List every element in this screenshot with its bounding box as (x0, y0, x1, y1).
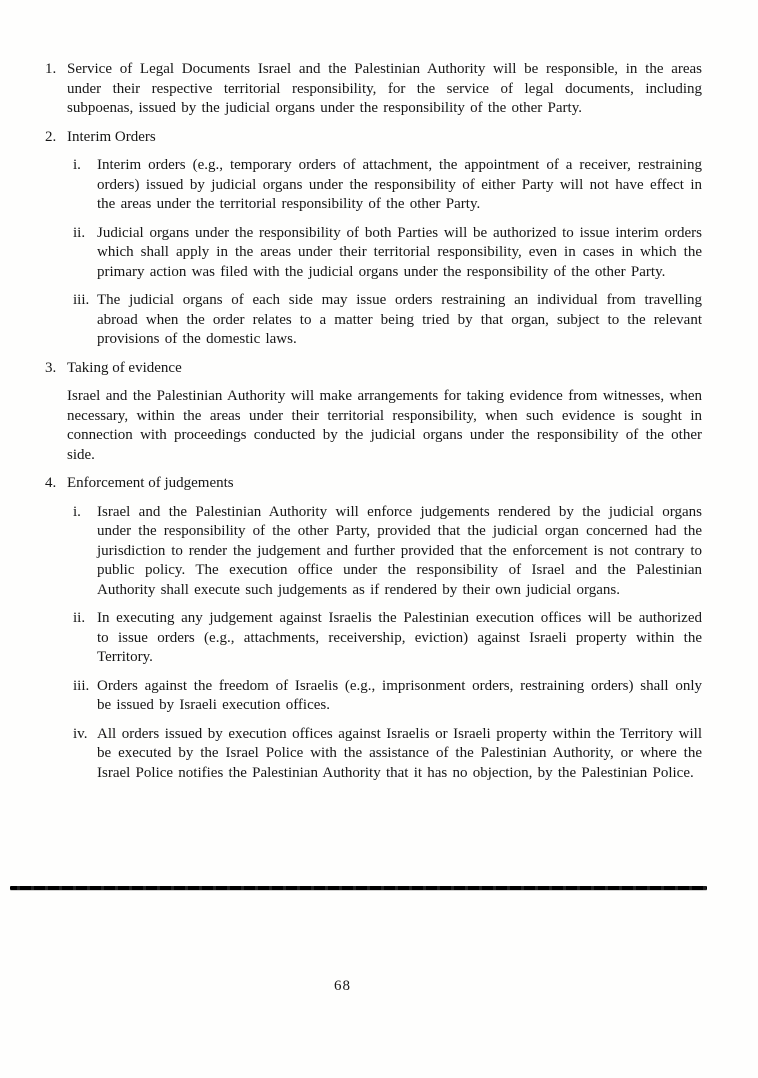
subitem-number: i. (73, 503, 81, 520)
subitem-text: Orders against the freedom of Israelis (e.g., imprisonment orders, restraining orders) shall only be issued by Israeli execution offices. (97, 677, 702, 713)
subitem-number: ii. (73, 610, 86, 626)
item-heading: Interim Orders (67, 128, 156, 145)
item-number: 2. (45, 128, 57, 145)
item-number: 4. (45, 475, 57, 491)
item-text: Service of Legal Documents Israel and the Palestinian Authority will be responsible, in the areas under their respective territorial responsibility, for the service of legal documents, including subpoenas, issued by the judicial organs under the responsibility of the other Party. (67, 61, 702, 116)
subitem-number: iii. (73, 677, 90, 694)
subitem-text: Israel and the Palestinian Authority will enforce judgements rendered by the judicial organs under the responsibility of the other Party, provided that the judicial organ concerned had the jurisdiction to render the judgement and further provided that the enforcement is not contrary to public policy. The execution office under the responsibility of Israel and the Palestinian Authority shall execute such judgements as if rendered by their own judicial organs. (97, 503, 702, 598)
subitem-text: All orders issued by execution offices against Israelis or Israeli property within the Territory will be executed by the Israel Police with the assistance of the Palestinian Authority, or where the Israel Police notifies the Palestinian Authority that it has no objection, by the Palestinian Police. (97, 725, 702, 781)
horizontal-rule (10, 886, 707, 890)
subitem-text: In executing any judgement against Israelis the Palestinian execution offices will be authorized to issue orders (e.g., attachments, receivership, eviction) against Israeli property within the Territory. (97, 610, 702, 665)
item-heading: Taking of evidence (67, 359, 182, 376)
subitem-text: Judicial organs under the responsibility of both Parties will be authorized to issue interim orders which shall apply in the areas under their territorial responsibility, even in cases in which the primary action was filed with the judicial organs under the responsibility of the other Party. (97, 224, 702, 280)
subitem-2-iii (73, 291, 702, 350)
subitem-number: iii. (73, 292, 90, 308)
subitem-number: iv. (73, 725, 88, 742)
numbered-item-1 (45, 60, 702, 119)
subitem-number: ii. (73, 224, 86, 241)
numbered-item-4 (45, 474, 702, 494)
document-body (45, 60, 702, 792)
subitem-text: Interim orders (e.g., temporary orders of attachment, the appointment of a receiver, restraining orders) issued by judicial organs under the responsibility of either Party will not have effect in the areas under the territorial responsibility of the other Party. (97, 157, 702, 212)
subitem-4-iii (73, 677, 702, 716)
subitem-4-ii (73, 609, 702, 668)
subitem-2-ii (73, 224, 702, 283)
item-number: 3. (45, 359, 57, 376)
subitem-2-i (73, 156, 702, 215)
subitem-list-enforcement (73, 503, 702, 784)
item-heading: Enforcement of judgements (67, 475, 234, 491)
page-number: 68 (334, 978, 351, 994)
subitem-4-iv (73, 725, 702, 784)
subitem-4-i (73, 503, 702, 601)
item-number: 1. (45, 61, 57, 77)
subitem-list-interim-orders (73, 156, 702, 350)
numbered-item-2 (45, 128, 702, 148)
numbered-item-3 (45, 359, 702, 379)
subitem-number: i. (73, 157, 81, 173)
item-text: Israel and the Palestinian Authority will make arrangements for taking evidence from witnesses, when necessary, within the areas under their territorial responsibility, when such evidence is sought in connection with proceedings conducted by the judicial organs under the responsibility of the other side. (67, 388, 702, 463)
subitem-text: The judicial organs of each side may issue orders restraining an individual from travelling abroad when the order relates to a matter being tried by that organ, subject to the relevant provisions of the domestic laws. (97, 292, 702, 347)
